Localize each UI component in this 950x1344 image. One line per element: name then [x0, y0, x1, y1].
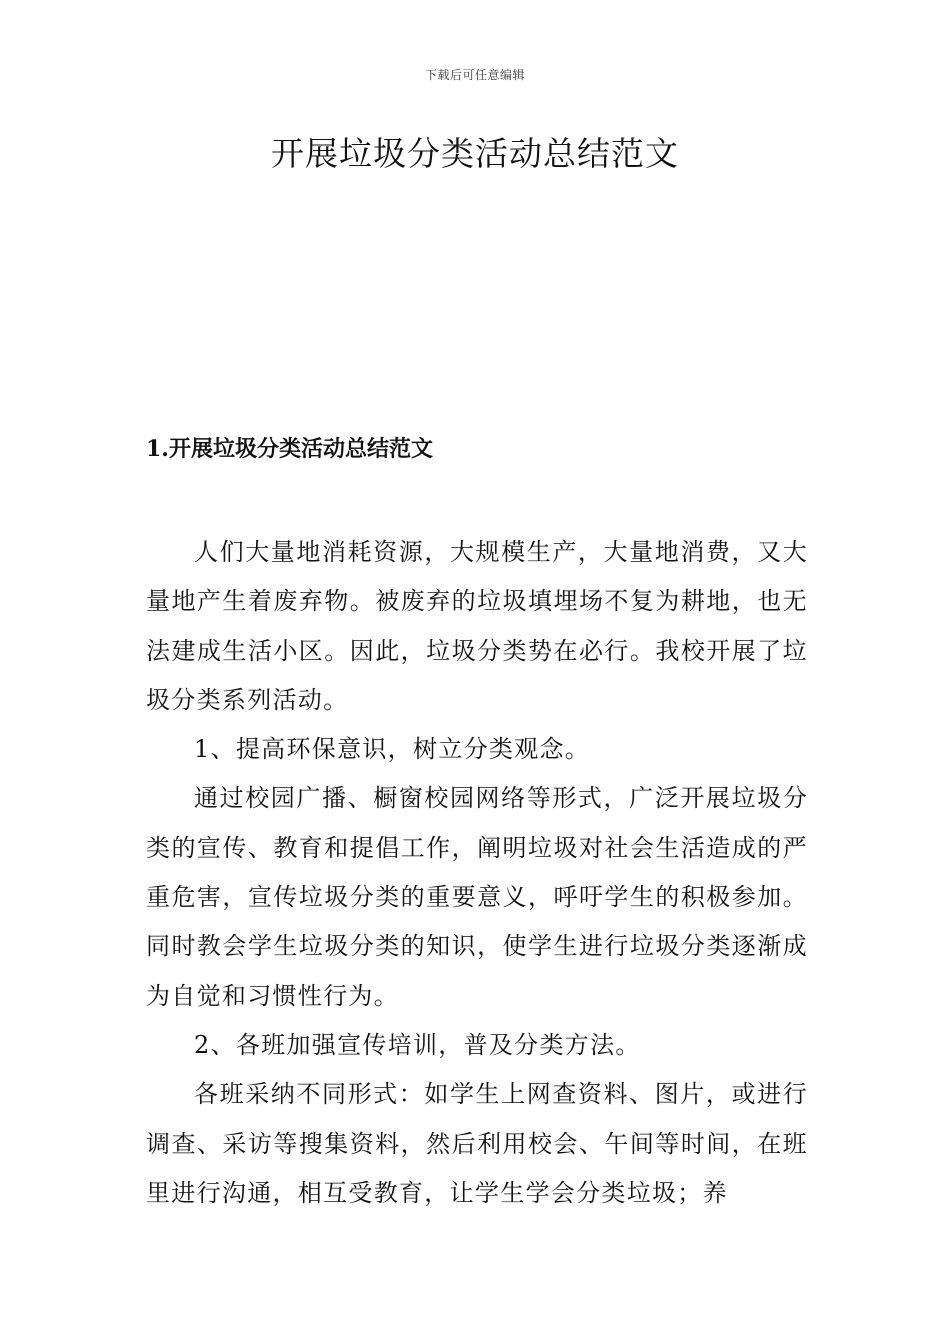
- document-title: 开展垃圾分类活动总结范文: [271, 134, 679, 173]
- header-note: 下载后可任意编辑: [424, 68, 525, 82]
- section-heading: 1.开展垃圾分类活动总结范文: [146, 436, 433, 462]
- paragraph-point-1-body: 通过校园广播、橱窗校园网络等形式，广泛开展垃圾分类的宣传、教育和提倡工作，阐明垃圾对社会生活造成的严重危害，宣传垃圾分类的重要意义，呼吁学生的积极参加。同时教会学生垃圾分类的知识，使学生进行垃圾分类逐渐成为自觉和习惯性行为。: [146, 784, 808, 1010]
- paragraph-point-1-heading: 1、提高环保意识，树立分类观念。: [194, 735, 591, 764]
- paragraph-intro: 人们大量地消耗资源，大规模生产，大量地消费，又大量地产生着废弃物。被废弃的垃圾填埋场不复为耕地，也无法建成生活小区。因此，垃圾分类势在必行。我校开展了垃圾分类系列活动。: [146, 538, 808, 714]
- body-text: [146, 528, 808, 1218]
- paragraph-point-2-body: 各班采纳不同形式：如学生上网查资料、图片，或进行调查、采访等搜集资料，然后利用校会、午间等时间，在班里进行沟通，相互受教育，让学生学会分类垃圾；养: [146, 1080, 808, 1207]
- paragraph-point-2-heading: 2、各班加强宣传培训，普及分类方法。: [194, 1030, 641, 1059]
